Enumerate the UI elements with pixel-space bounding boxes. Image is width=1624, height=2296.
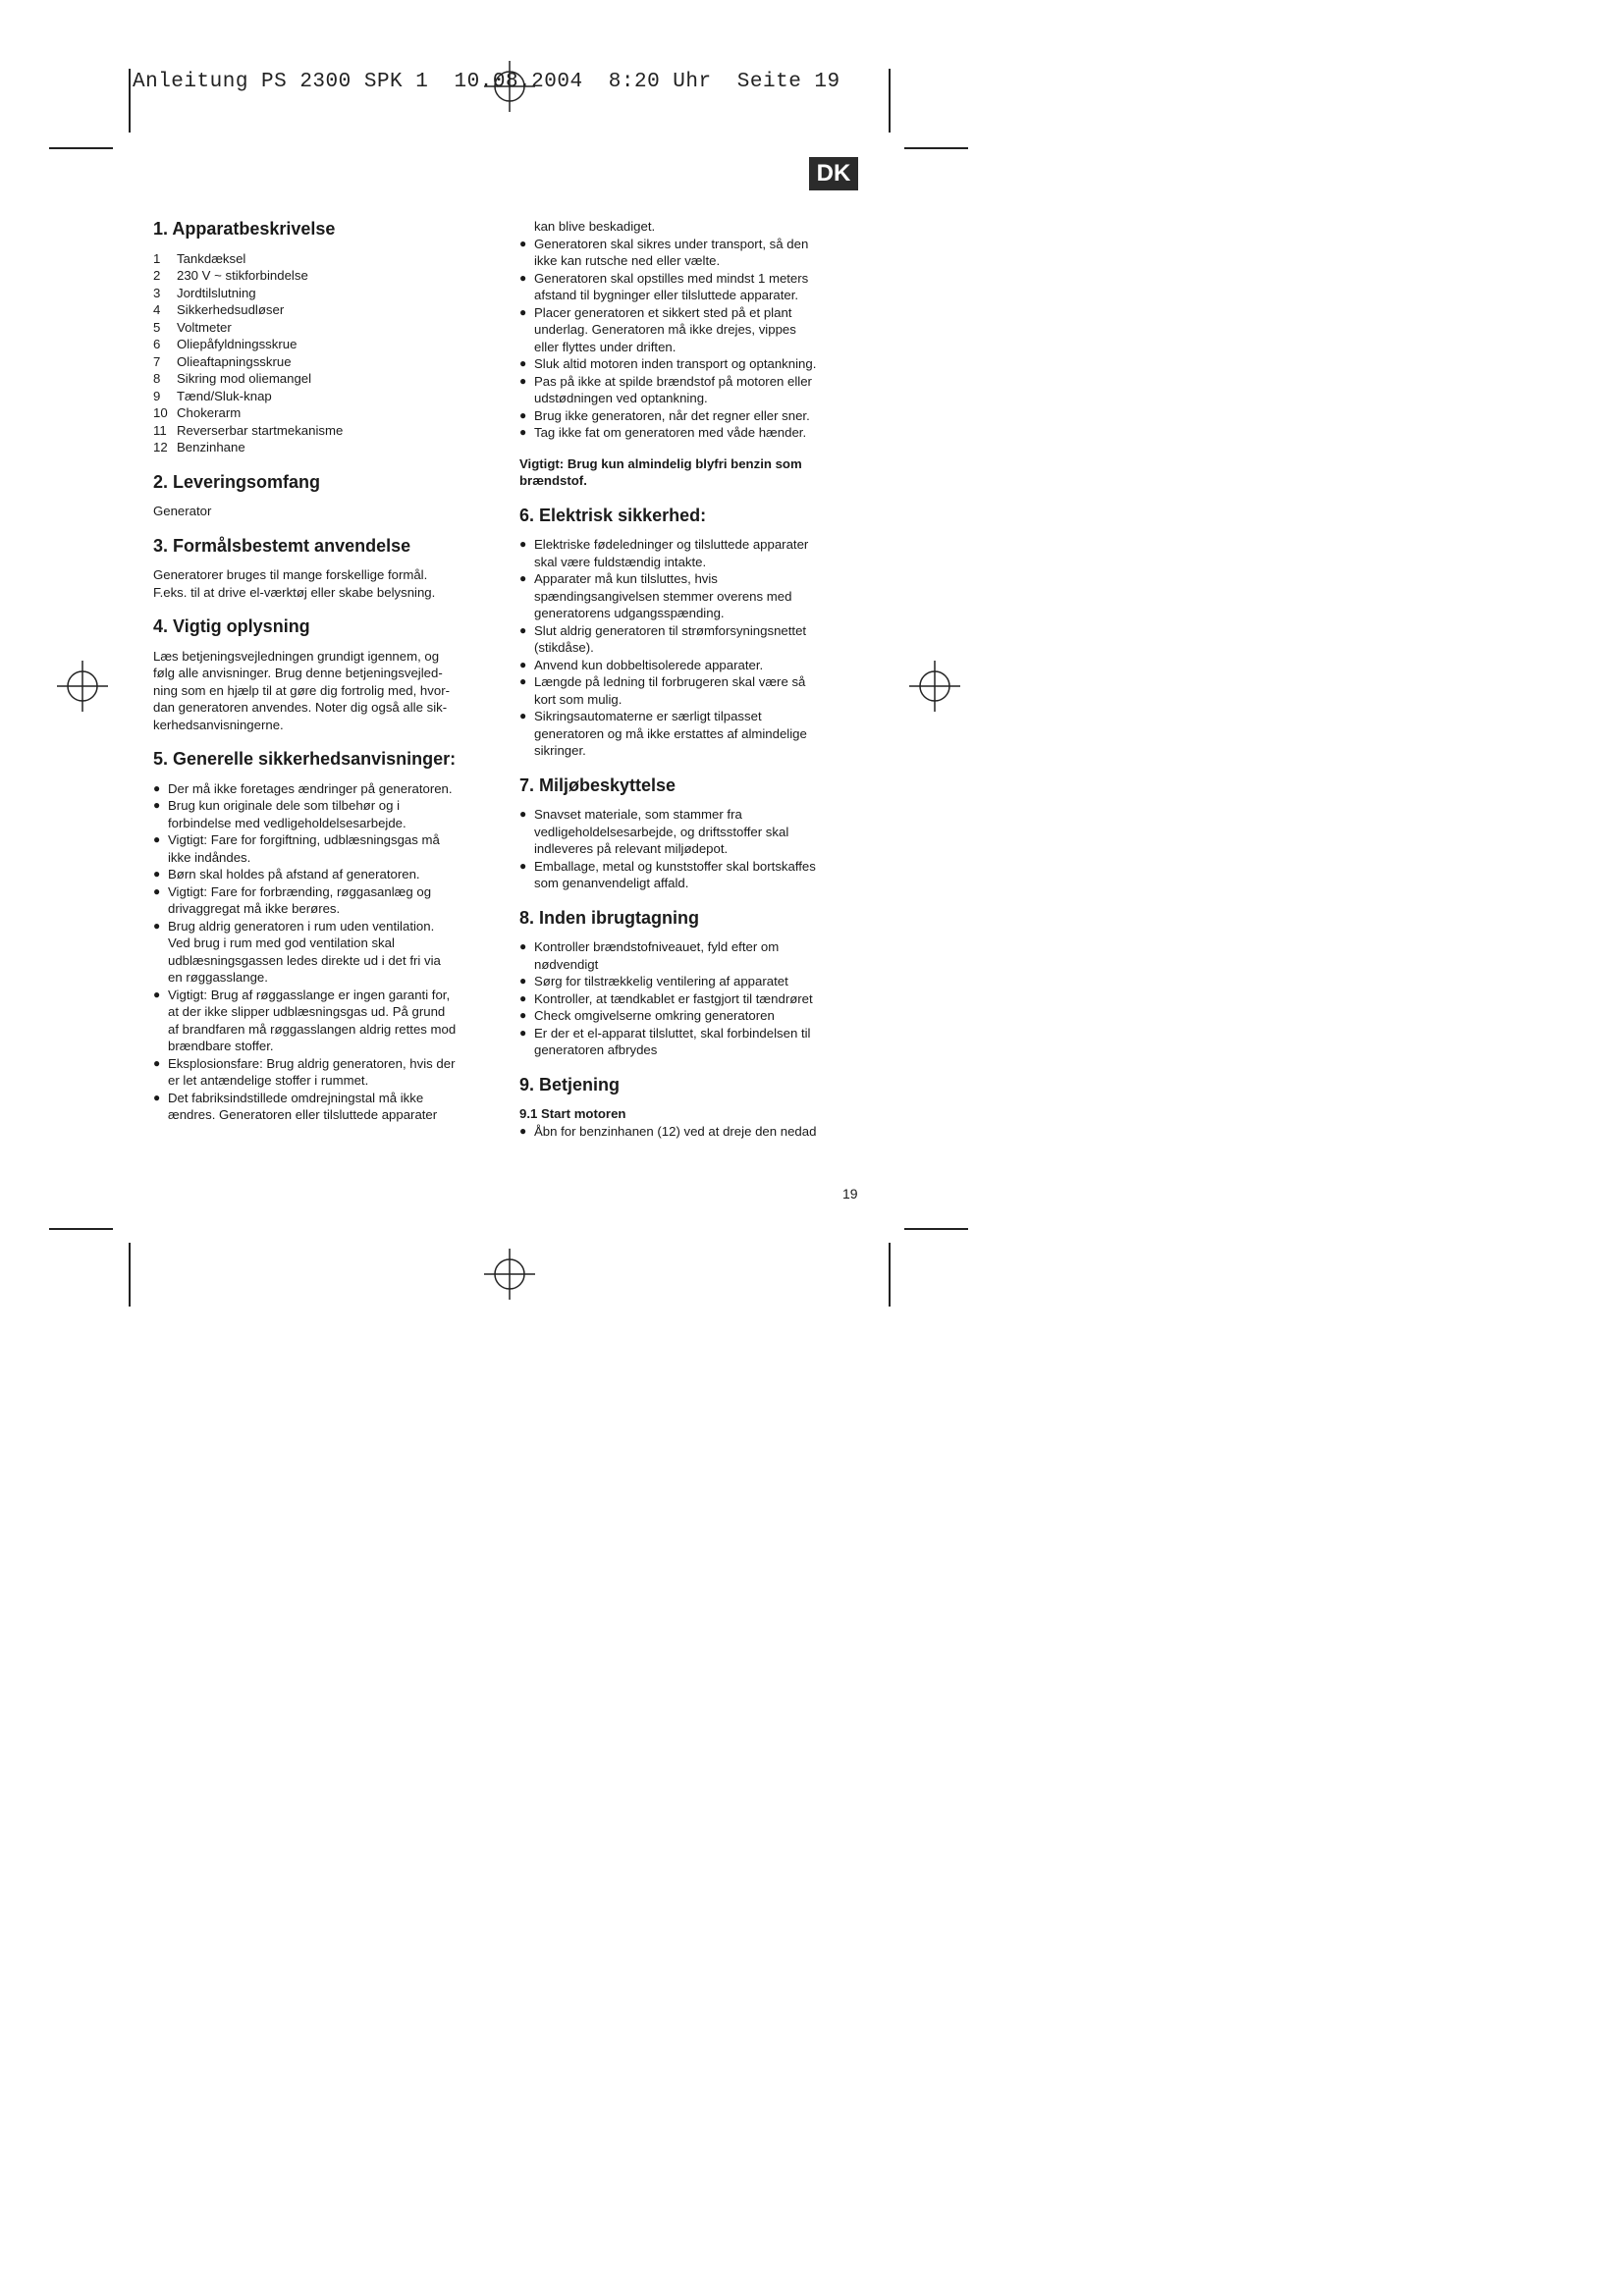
bullet-item: ● Slut aldrig generatoren til strømforsyningsnettet (stikdåse).	[519, 622, 853, 657]
bullet-item: ● Længde på ledning til forbrugeren skal være så kort som mulig.	[519, 673, 853, 708]
bullet-item: ● Brug aldrig generatoren i rum uden ventilation. Ved brug i rum med god ventilation skal udblæsningsgassen ledes direkte ud i det fri via en røggasslange.	[153, 918, 477, 987]
page-number: 19	[842, 1186, 858, 1201]
section-5-title: 5. Generelle sikkerhedsanvisninger:	[153, 749, 457, 769]
bullet-item: ● Sørg for tilstrækkelig ventilering af apparatet	[519, 973, 853, 990]
bullet-item: ● Elektriske fødeledninger og tilsluttede apparater skal være fuldstændig intakte.	[519, 536, 853, 570]
bullet-item: ● Der må ikke foretages ændringer på generatoren.	[153, 780, 477, 798]
crop-mark-top-left-h	[49, 147, 113, 149]
section-4-line: ning som en hjælp til at gøre dig fortrolig med, hvor-	[153, 682, 450, 698]
list-item: 7 Olieaftapningsskrue	[153, 353, 292, 369]
safety-list	[153, 780, 477, 1124]
bullet-item: ● Anvend kun dobbeltisolerede apparater.	[519, 657, 853, 674]
list-item: 12 Benzinhane	[153, 440, 245, 454]
electrical-list	[519, 536, 853, 760]
bullet-item: ● Brug ikke generatoren, når det regner eller sner.	[519, 407, 853, 425]
fuel-note: Vigtigt: Brug kun almindelig blyfri benzin som brændstof.	[519, 455, 802, 488]
operation-list	[519, 1123, 853, 1141]
bullet-item: ● Kontroller brændstofniveauet, fyld efter om nødvendigt	[519, 938, 853, 973]
registration-mark-top	[484, 61, 535, 112]
print-header: Anleitung PS 2300 SPK 1 10.08.2004 8:20 Uhr Seite 19	[133, 71, 840, 93]
crop-mark-bottom-right-h	[904, 1228, 968, 1230]
bullet-item: ● Check omgivelserne omkring generatoren	[519, 1007, 853, 1025]
list-item: 5 Voltmeter	[153, 319, 232, 335]
bullet-item: ● Åbn for benzinhanen (12) ved at dreje den nedad	[519, 1123, 853, 1141]
subsection-9-1-title: 9.1 Start motoren	[519, 1106, 626, 1121]
section-2-title: 2. Leveringsomfang	[153, 471, 321, 492]
bullet-item: ● Snavset materiale, som stammer fra vedligeholdelsesarbejde, og driftsstoffer skal indleveres på relevant miljødepot.	[519, 806, 853, 858]
list-item: 9 Tænd/Sluk-knap	[153, 388, 272, 403]
bullet-item: ● Sluk altid motoren inden transport og optankning.	[519, 355, 853, 373]
section-2-text: Generator	[153, 504, 212, 518]
list-item: 6 Oliepåfyldningsskrue	[153, 337, 298, 351]
section-4-line: følg alle anvisninger. Brug denne betjeningsvejled-	[153, 666, 443, 680]
bullet-item: ● Generatoren skal sikres under transport, så den ikke kan rutsche ned eller vælte.	[519, 236, 853, 270]
section-3-line: F.eks. til at drive el-værktøj eller skabe belysning.	[153, 584, 436, 600]
safety-list-continued	[519, 236, 853, 442]
section-8-title: 8. Inden ibrugtagning	[519, 907, 699, 928]
left-column	[153, 218, 477, 1124]
startup-list	[519, 938, 853, 1059]
registration-mark-bottom	[484, 1249, 535, 1300]
bullet-item: ● Vigtigt: Fare for forbrænding, røggasanlæg og drivaggregat må ikke berøres.	[153, 883, 477, 918]
section-3-title: 3. Formålsbestemt anvendelse	[153, 535, 411, 556]
list-item: 10 Chokerarm	[153, 405, 242, 420]
list-item: 1 Tankdæksel	[153, 250, 246, 266]
list-item: 8 Sikring mod oliemangel	[153, 371, 312, 386]
crop-mark-top-right-v	[889, 69, 891, 133]
parts-list	[153, 250, 477, 456]
bullet-item: ● Vigtigt: Brug af røggasslange er ingen garanti for, at der ikke slipper udblæsningsgas ud. På grund af brandfaren må røggasslangen aldrig rettes mod brændbare stoffer.	[153, 987, 477, 1055]
section-9-title: 9. Betjening	[519, 1074, 621, 1095]
bullet-item: ● Børn skal holdes på afstand af generatoren.	[153, 866, 477, 883]
bullet-item: ● Apparater må kun tilsluttes, hvis spændingsangivelsen stemmer overens med generatorens udgangsspænding.	[519, 570, 853, 622]
crop-mark-top-right-h	[904, 147, 968, 149]
crop-mark-bottom-right-v	[889, 1243, 891, 1307]
right-column	[519, 218, 853, 1140]
bullet-item: ● Emballage, metal og kunststoffer skal bortskaffes som genanvendeligt affald.	[519, 858, 853, 892]
registration-mark-right	[909, 661, 960, 712]
language-badge: DK	[809, 157, 858, 190]
section-1-title: 1. Apparatbeskrivelse	[153, 219, 336, 239]
section-3-line: Generatorer bruges til mange forskellige formål.	[153, 567, 428, 582]
crop-mark-bottom-left-h	[49, 1228, 113, 1230]
bullet-item: ● Brug kun originale dele som tilbehør og i forbindelse med vedligeholdelsesarbejde.	[153, 797, 477, 831]
bullet-item: ● Generatoren skal opstilles med mindst 1 meters afstand til bygninger eller tilsluttede apparater.	[519, 270, 853, 304]
bullet-item: ● Placer generatoren et sikkert sted på et plant underlag. Generatoren må ikke drejes, vippes eller flyttes under driften.	[519, 304, 853, 356]
registration-mark-left	[57, 661, 108, 712]
bullet-item: ● Sikringsautomaterne er særligt tilpasset generatoren og må ikke erstattes af almindelige sikringer.	[519, 708, 853, 760]
list-item: 11 Reverserbar startmekanisme	[153, 422, 344, 438]
crop-mark-top-left-v	[129, 69, 131, 133]
list-item: 2 230 V ~ stikforbindelse	[153, 268, 308, 283]
bullet-item: ● Pas på ikke at spilde brændstof på motoren eller udstødningen ved optankning.	[519, 373, 853, 407]
bullet-item: ● Kontroller, at tændkablet er fastgjort til tændrøret	[519, 990, 853, 1008]
section-6-title: 6. Elektrisk sikkerhed:	[519, 505, 707, 525]
continued-text: kan blive beskadiget.	[534, 219, 656, 234]
list-item: 3 Jordtilslutning	[153, 285, 256, 300]
environment-list	[519, 806, 853, 892]
section-4-line: dan generatoren anvendes. Noter dig også alle sik-	[153, 700, 448, 715]
section-4-line: kerhedsanvisningerne.	[153, 717, 284, 732]
section-4-title: 4. Vigtig oplysning	[153, 616, 310, 636]
bullet-item: ● Eksplosionsfare: Brug aldrig generatoren, hvis der er let antændelige stoffer i rummet.	[153, 1055, 477, 1090]
bullet-item: ● Vigtigt: Fare for forgiftning, udblæsningsgas må ikke indåndes.	[153, 831, 477, 866]
crop-mark-bottom-left-v	[129, 1243, 131, 1307]
bullet-item: ● Tag ikke fat om generatoren med våde hænder.	[519, 424, 853, 442]
section-4-line: Læs betjeningsvejledningen grundigt igennem, og	[153, 648, 440, 664]
bullet-item: ● Er der et el-apparat tilsluttet, skal forbindelsen til generatoren afbrydes	[519, 1025, 853, 1059]
bullet-item: ● Det fabriksindstillede omdrejningstal må ikke ændres. Generatoren eller tilsluttede apparater	[153, 1090, 477, 1124]
list-item: 4 Sikkerhedsudløser	[153, 302, 285, 317]
section-7-title: 7. Miljøbeskyttelse	[519, 774, 677, 795]
